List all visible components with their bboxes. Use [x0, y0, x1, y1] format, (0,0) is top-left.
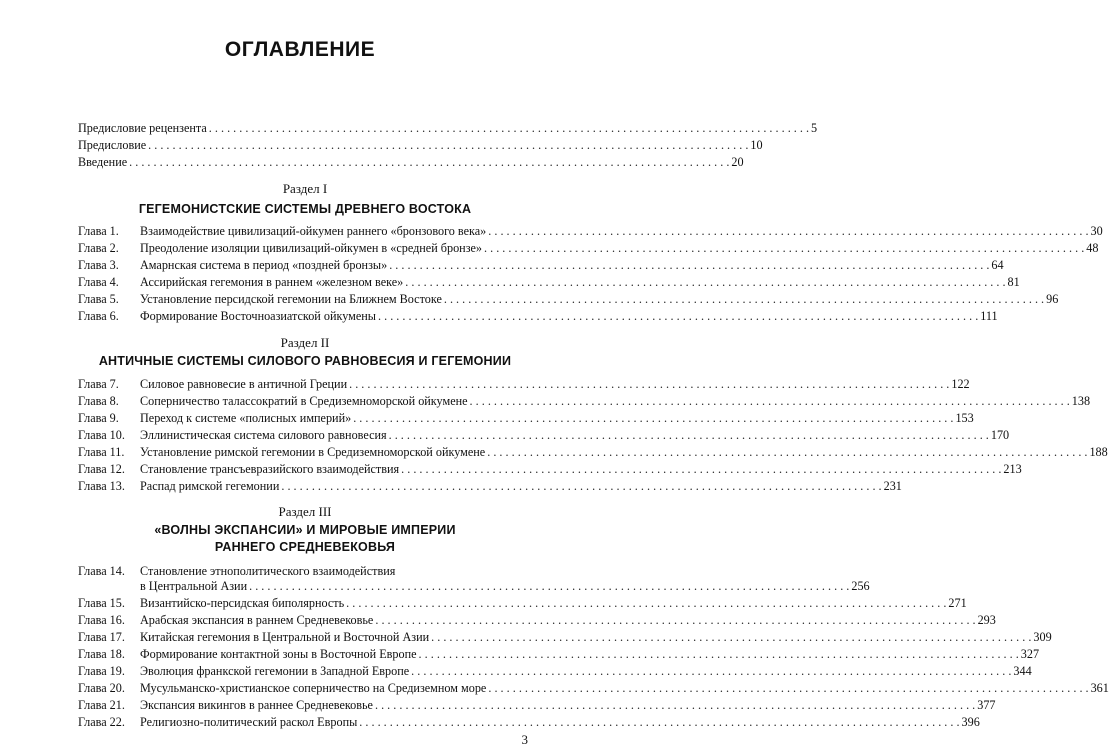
toc-entry — [78, 392, 1091, 410]
chapter-page: 231 — [883, 479, 902, 493]
toc-entry — [78, 696, 996, 714]
toc-entry — [78, 273, 1020, 291]
chapter-number: Глава 21. — [78, 698, 125, 712]
toc-entry — [78, 375, 970, 393]
leader-dots — [359, 713, 959, 731]
section-label: Раздел II — [280, 335, 330, 350]
chapter-number: Глава 13. — [78, 479, 125, 493]
chapter-page: 309 — [1033, 630, 1052, 644]
chapter-number: Глава 5. — [78, 292, 119, 306]
toc-entry — [78, 611, 996, 629]
chapter-title: Арабская экспансия в раннем Средневековье — [140, 613, 374, 627]
leader-dots — [378, 307, 978, 325]
chapter-page: 361 — [1090, 681, 1109, 695]
chapter-page: 81 — [1007, 275, 1020, 289]
chapter-title: Установление персидской гегемонии на Ближнем Востоке — [140, 292, 442, 306]
entry-page: 10 — [750, 138, 763, 152]
chapter-number: Глава 6. — [78, 309, 119, 323]
leader-dots — [375, 611, 975, 629]
leader-dots — [353, 409, 953, 427]
leader-dots — [484, 239, 1084, 257]
leader-dots — [431, 628, 1031, 646]
toc-entry-front — [78, 136, 763, 154]
toc-entry — [78, 662, 1032, 680]
chapter-page: 96 — [1046, 292, 1059, 306]
chapter-number: Глава 10. — [78, 428, 125, 442]
chapter-page: 138 — [1071, 394, 1091, 408]
entry-text: Предисловие рецензента — [78, 121, 207, 135]
toc-entry — [78, 679, 1109, 697]
chapter-page: 256 — [851, 579, 870, 593]
leader-dots — [411, 662, 1011, 680]
chapter-title: Формирование контактной зоны в Восточной Европе — [140, 647, 417, 661]
chapter-title: Эллинистическая система силового равновесия — [140, 428, 387, 442]
entry-text: Введение — [78, 155, 128, 169]
chapter-page: 122 — [951, 377, 970, 391]
chapter-page: 111 — [980, 309, 998, 323]
chapter-page: 396 — [961, 715, 980, 729]
chapter-page: 48 — [1086, 241, 1099, 255]
leader-dots — [129, 153, 729, 171]
chapter-page: 327 — [1020, 647, 1040, 661]
section-label: Раздел III — [278, 504, 332, 519]
section-label: Раздел I — [282, 181, 328, 196]
chapter-page: 170 — [990, 428, 1010, 442]
leader-dots — [349, 375, 949, 393]
chapter-number: Глава 19. — [78, 664, 125, 678]
toc-entry — [78, 307, 998, 325]
chapter-title: Эволюция франкской гегемонии в Западной Европе — [140, 664, 410, 678]
leader-dots — [487, 443, 1087, 461]
page-title: ОГЛАВЛЕНИЕ — [224, 38, 376, 61]
chapter-title-continuation: в Центральной Азии — [140, 579, 248, 593]
chapter-number: Глава 11. — [78, 445, 125, 459]
leader-dots — [488, 679, 1088, 697]
chapter-number: Глава 14. — [78, 564, 125, 578]
chapter-page: 271 — [948, 596, 967, 610]
chapter-title: Китайская гегемония в Центральной и Восточной Азии — [140, 630, 430, 644]
chapter-page: 213 — [1003, 462, 1022, 476]
chapter-title: Распад римской гегемонии — [140, 479, 280, 493]
chapter-number: Глава 1. — [78, 224, 119, 238]
leader-dots — [470, 392, 1070, 410]
toc-entry-continuation — [78, 577, 870, 595]
chapter-title: Становление этнополитического взаимодействия — [140, 564, 396, 578]
chapter-page: 188 — [1089, 445, 1108, 459]
toc-entry — [78, 222, 1103, 240]
chapter-number: Глава 16. — [78, 613, 125, 627]
chapter-title: Религиозно-политический раскол Европы — [140, 715, 358, 729]
leader-dots — [444, 290, 1044, 308]
toc-entry — [78, 426, 1010, 444]
leader-dots — [249, 577, 849, 595]
chapter-number: Глава 9. — [78, 411, 119, 425]
chapter-number: Глава 4. — [78, 275, 119, 289]
chapter-number: Глава 15. — [78, 596, 125, 610]
toc-entry — [78, 460, 1022, 478]
chapter-page: 344 — [1013, 664, 1032, 678]
toc-entry — [78, 443, 1108, 461]
page-number: 3 — [521, 732, 528, 747]
chapter-number: Глава 7. — [78, 377, 119, 391]
chapter-title: Ассирийская гегемония в раннем «железном веке» — [140, 275, 404, 289]
toc-entry — [78, 409, 974, 427]
chapter-number: Глава 3. — [78, 258, 119, 272]
leader-dots — [488, 222, 1088, 240]
chapter-title: Экспансия викингов в раннее Средневековье — [140, 698, 373, 712]
chapter-title: Византийско-персидская биполярность — [140, 596, 345, 610]
leader-dots — [375, 696, 975, 714]
chapter-page: 377 — [977, 698, 996, 712]
toc-entry — [78, 645, 1040, 663]
chapter-title: Формирование Восточноазиатской ойкумены — [140, 309, 377, 323]
chapter-page: 64 — [991, 258, 1004, 272]
leader-dots — [281, 477, 881, 495]
leader-dots — [148, 136, 748, 154]
chapter-title: Мусульманско-христианское соперничество на Средиземном море — [140, 681, 487, 695]
chapter-number: Глава 22. — [78, 715, 125, 729]
chapter-page: 153 — [955, 411, 974, 425]
toc-entry-front — [78, 153, 744, 171]
chapter-title: Силовое равновесие в античной Греции — [140, 377, 348, 391]
leader-dots — [209, 119, 809, 137]
chapter-title: Переход к системе «полисных империй» — [140, 411, 352, 425]
chapter-number: Глава 8. — [78, 394, 119, 408]
toc-entry — [78, 290, 1059, 308]
leader-dots — [389, 426, 989, 444]
entry-text: Предисловие — [78, 138, 147, 152]
toc-entry — [78, 239, 1099, 257]
chapter-number: Глава 18. — [78, 647, 125, 661]
toc-entry — [78, 713, 980, 731]
leader-dots — [346, 594, 946, 612]
chapter-title: Установление римской гегемонии в Средиземноморской ойкумене — [140, 445, 486, 459]
chapter-title: Становление трансъевразийского взаимодействия — [140, 462, 400, 476]
section-title-line-1: «ВОЛНЫ ЭКСПАНСИИ» И МИРОВЫЕ ИМПЕРИИ — [154, 523, 456, 537]
chapter-page: 30 — [1090, 224, 1103, 238]
chapter-title: Преодоление изоляции цивилизаций-ойкумен в «средней бронзе» — [140, 241, 483, 255]
entry-page: 5 — [811, 121, 818, 135]
toc-entry — [78, 628, 1052, 646]
section-title-line-2: РАННЕГО СРЕДНЕВЕКОВЬЯ — [214, 540, 396, 554]
chapter-title: Амарнская система в период «поздней бронзы» — [140, 258, 388, 272]
chapter-title: Взаимодействие цивилизаций-ойкумен раннего «бронзового века» — [140, 224, 487, 238]
chapter-page: 293 — [977, 613, 996, 627]
toc-entry — [78, 477, 902, 495]
toc-entry — [78, 594, 967, 612]
section-title: АНТИЧНЫЕ СИСТЕМЫ СИЛОВОГО РАВНОВЕСИЯ И ГЕГЕМОНИИ — [98, 354, 512, 368]
leader-dots — [401, 460, 1001, 478]
chapter-number: Глава 20. — [78, 681, 125, 695]
toc-entry — [78, 256, 1004, 274]
chapter-title: Соперничество талассократий в Средиземноморской ойкумене — [140, 394, 468, 408]
chapter-number: Глава 2. — [78, 241, 119, 255]
leader-dots — [389, 256, 989, 274]
chapter-number: Глава 17. — [78, 630, 125, 644]
section-title: ГЕГЕМОНИСТСКИЕ СИСТЕМЫ ДРЕВНЕГО ВОСТОКА — [138, 202, 472, 216]
leader-dots — [405, 273, 1005, 291]
chapter-number: Глава 12. — [78, 462, 125, 476]
entry-page: 20 — [731, 155, 744, 169]
toc-entry-front — [78, 119, 818, 137]
leader-dots — [419, 645, 1019, 663]
